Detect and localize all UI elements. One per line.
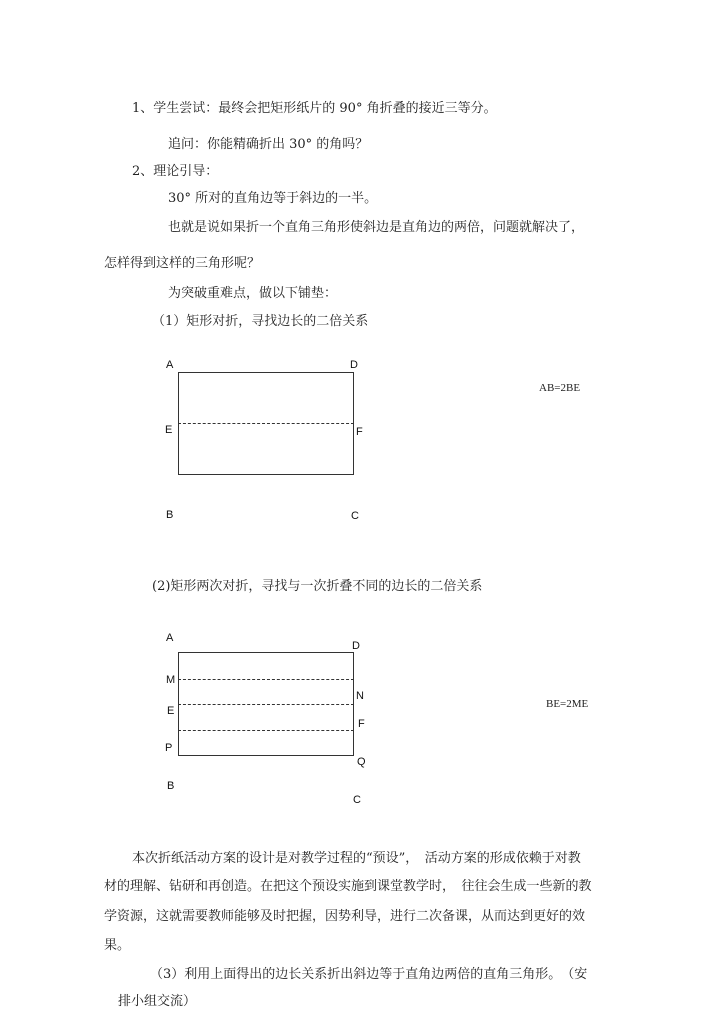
label-c: C — [351, 510, 359, 522]
explanation-text-1: 也就是说如果折一个直角三角形使斜边是直角边的两倍，问题就解决了， — [168, 220, 585, 235]
label-b-2: B — [167, 780, 175, 792]
explanation-text-2: 怎样得到这样的三角形呢？ — [104, 256, 261, 271]
label-q: Q — [357, 756, 366, 768]
label-m: M — [166, 674, 176, 686]
label-e: E — [165, 424, 173, 436]
label-f-2: F — [358, 718, 365, 730]
label-a: A — [166, 359, 174, 371]
sub-step-1-text: （1）矩形对折，寻找边长的二倍关系 — [152, 314, 369, 329]
label-f: F — [356, 426, 363, 438]
preparation-text: 为突破重难点，做以下铺垫： — [168, 286, 338, 301]
label-b: B — [166, 509, 174, 521]
label-p: P — [165, 742, 173, 754]
theorem-text: 30° 所对的直角边等于斜边的一半。 — [168, 191, 378, 206]
fold-line-ef — [178, 423, 354, 424]
sub-step-3-text-cont: 排小组交流） — [118, 994, 197, 1009]
follow-up-question: 追问：你能精确折出 30° 的角吗？ — [168, 137, 369, 152]
label-n: N — [356, 690, 364, 702]
fold-line-mn — [178, 679, 354, 680]
paragraph-line-2: 材的理解、钻研和再创造。在把这个预设实施到课堂教学时， 往往会生成一些新的教 — [104, 879, 592, 894]
fold-line-ef-2 — [178, 704, 354, 705]
paragraph-line-1: 本次折纸活动方案的设计是对教学过程的“预设”， 活动方案的形成依赖于对教 — [132, 851, 581, 866]
fold-line-pq — [178, 730, 354, 731]
label-d: D — [350, 359, 358, 371]
label-a-2: A — [166, 632, 174, 644]
step-2-heading: 2、理论引导： — [132, 164, 219, 179]
label-c-2: C — [353, 794, 361, 806]
relation-be-2me: BE=2ME — [546, 698, 589, 710]
sub-step-3-text: （3）利用上面得出的边长关系折出斜边等于直角边两倍的直角三角形。 （安 — [150, 967, 588, 982]
sub-step-2-text: (2)矩形两次对折，寻找与一次折叠不同的边长的二倍关系 — [152, 579, 483, 594]
label-d-2: D — [352, 640, 360, 652]
paragraph-line-4: 果。 — [104, 938, 131, 953]
relation-ab-2be: AB=2BE — [539, 382, 581, 394]
label-e-2: E — [167, 705, 175, 717]
step-1-text: 1、学生尝试：最终会把矩形纸片的 90° 角折叠的接近三等分。 — [132, 101, 497, 116]
paragraph-line-3: 学资源，这就需要教师能够及时把握，因势利导，进行二次备课，从而达到更好的效 — [104, 909, 586, 924]
